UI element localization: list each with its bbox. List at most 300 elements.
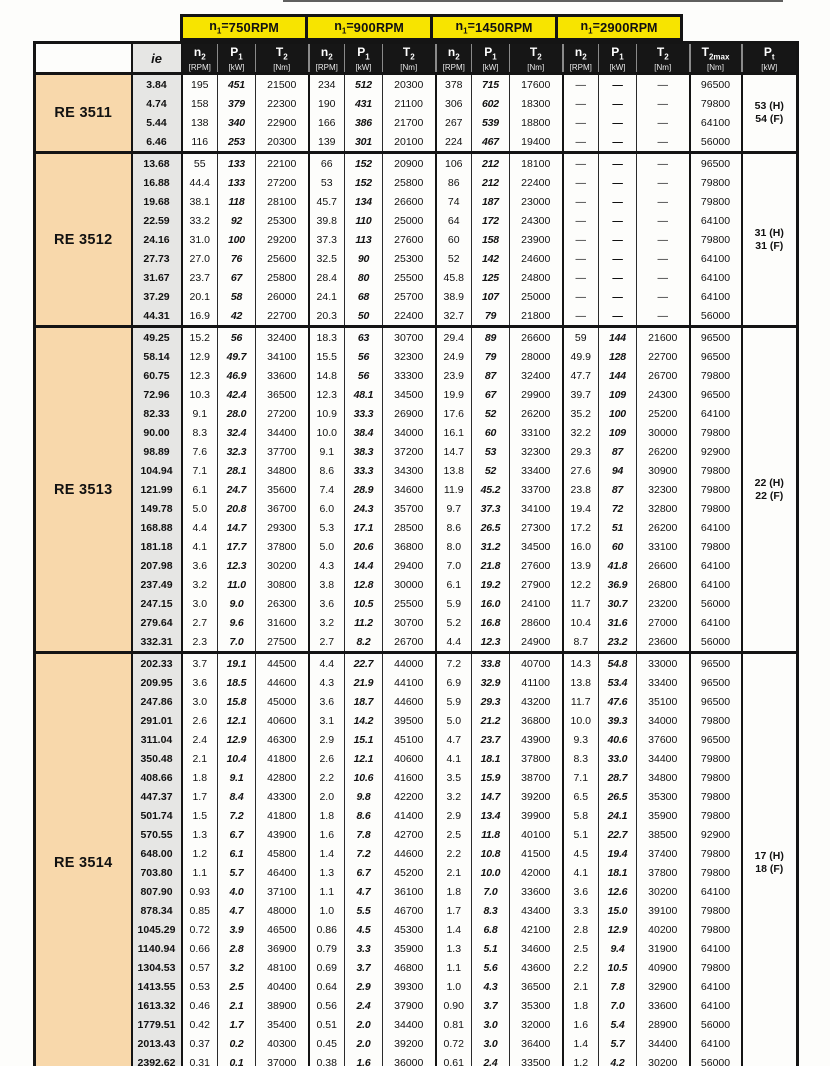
n2-cell: 23.7 [182, 268, 218, 287]
n2-cell: 10.9 [309, 404, 345, 423]
t2-cell: 33300 [383, 366, 436, 385]
t2-cell: 36700 [256, 499, 309, 518]
t2-cell: 32300 [510, 442, 563, 461]
p1-cell: 42.4 [218, 385, 256, 404]
p1-cell: 109 [599, 385, 637, 404]
p1-cell: 2.0 [345, 1015, 383, 1034]
p1-cell: 3.0 [472, 1034, 510, 1053]
ie-cell: 121.99 [132, 480, 182, 499]
t2-cell: 43900 [510, 730, 563, 749]
n2-cell: 52 [436, 249, 472, 268]
t2-cell: 41100 [510, 673, 563, 692]
t2-cell: 30800 [256, 575, 309, 594]
t2max-cell: 79800 [690, 749, 742, 768]
n2-cell: 19.9 [436, 385, 472, 404]
p1-cell: 133 [218, 173, 256, 192]
t2max-cell: 96500 [690, 673, 742, 692]
t2-cell: 26700 [383, 632, 436, 653]
p1-cell: 18.7 [345, 692, 383, 711]
t2-cell: 28900 [637, 1015, 690, 1034]
n2-cell: 3.6 [309, 594, 345, 613]
p1-cell: 4.7 [345, 882, 383, 901]
t2-cell: 37100 [256, 882, 309, 901]
t2-cell: 28600 [510, 613, 563, 632]
t2-cell: — [637, 192, 690, 211]
subheader-blank-model-cell [35, 43, 132, 74]
n2-cell: 3.6 [182, 556, 218, 575]
t2-cell: 40900 [637, 958, 690, 977]
p1-cell: 28.0 [218, 404, 256, 423]
n2-cell: 5.8 [563, 806, 599, 825]
n2-cell: 86 [436, 173, 472, 192]
t2-cell: — [637, 173, 690, 192]
t2-cell: 36500 [256, 385, 309, 404]
t2-cell: 34400 [383, 1015, 436, 1034]
n2-cell: 1.8 [563, 996, 599, 1015]
col-header-p1: $P_1$ [kW] [599, 43, 637, 74]
t2-cell: 42800 [256, 768, 309, 787]
t2-cell: 43400 [510, 901, 563, 920]
table-row [35, 211, 798, 230]
t2-cell: 37000 [256, 1053, 309, 1066]
n2-cell: 3.0 [182, 692, 218, 711]
t2max-cell: 79800 [690, 94, 742, 113]
n2-cell: 1.3 [436, 939, 472, 958]
t2max-cell: 64100 [690, 939, 742, 958]
col-header-t2max: $T_{2max}$ [Nm] [690, 43, 742, 74]
p1-cell: — [599, 132, 637, 153]
col-header-t2: $T_2$ [Nm] [256, 43, 309, 74]
n2-cell: 0.45 [309, 1034, 345, 1053]
ie-cell: 6.46 [132, 132, 182, 153]
p1-cell: — [599, 287, 637, 306]
p1-cell: 8.4 [218, 787, 256, 806]
ie-cell: 58.14 [132, 347, 182, 366]
table-row [35, 996, 798, 1015]
p1-cell: 28.7 [599, 768, 637, 787]
n2-cell: 7.2 [436, 653, 472, 674]
t2-cell: 31600 [256, 613, 309, 632]
n2-cell: 0.69 [309, 958, 345, 977]
n2-cell: 1.1 [436, 958, 472, 977]
table-row [35, 249, 798, 268]
t2-cell: 22100 [256, 153, 309, 174]
p1-cell: 8.2 [345, 632, 383, 653]
p1-cell: 5.1 [472, 939, 510, 958]
n2-cell: 16.1 [436, 423, 472, 442]
t2-cell: 22400 [383, 306, 436, 327]
p1-cell: 31.2 [472, 537, 510, 556]
p1-cell: 67 [472, 385, 510, 404]
table-row [35, 632, 798, 653]
t2max-cell: 96500 [690, 730, 742, 749]
t2-cell: 30000 [637, 423, 690, 442]
table-row [35, 768, 798, 787]
p1-cell: 16.0 [472, 594, 510, 613]
n2-cell: 1.5 [182, 806, 218, 825]
p1-cell: — [599, 230, 637, 249]
table-row [35, 613, 798, 632]
t2-cell: 30700 [383, 613, 436, 632]
p1-cell: 10.0 [472, 863, 510, 882]
t2-cell: 36900 [256, 939, 309, 958]
t2-cell: 24100 [510, 594, 563, 613]
p1-cell: 187 [472, 192, 510, 211]
n2-cell: 2.5 [436, 825, 472, 844]
table-row [35, 920, 798, 939]
t2max-cell: 96500 [690, 385, 742, 404]
ie-cell: 311.04 [132, 730, 182, 749]
p1-cell: 46.9 [218, 366, 256, 385]
p1-cell: 56 [345, 347, 383, 366]
p1-cell: 79 [472, 306, 510, 327]
t2max-cell: 79800 [690, 173, 742, 192]
t2max-cell: 79800 [690, 480, 742, 499]
table-row [35, 461, 798, 480]
n2-cell: — [563, 211, 599, 230]
n2-cell: 5.9 [436, 692, 472, 711]
n2-cell: 24.1 [309, 287, 345, 306]
n2-cell: 11.7 [563, 594, 599, 613]
p1-cell: 50 [345, 306, 383, 327]
n2-cell: 139 [309, 132, 345, 153]
pt-cell [742, 327, 798, 653]
p1-cell: 87 [599, 442, 637, 461]
t2-cell: 36800 [510, 711, 563, 730]
n2-cell: 27.0 [182, 249, 218, 268]
t2-cell: 39100 [637, 901, 690, 920]
n2-cell: 49.9 [563, 347, 599, 366]
t2-cell: 22700 [256, 306, 309, 327]
n2-cell: 9.1 [309, 442, 345, 461]
p1-cell: 6.7 [218, 825, 256, 844]
t2max-cell: 96500 [690, 653, 742, 674]
t2-cell: 41400 [383, 806, 436, 825]
table-row [35, 132, 798, 153]
t2-cell: 37700 [256, 442, 309, 461]
n2-cell: 16.0 [563, 537, 599, 556]
t2-cell: 37200 [383, 442, 436, 461]
p1-cell: 58 [218, 287, 256, 306]
n2-cell: — [563, 132, 599, 153]
t2-cell: 44500 [256, 653, 309, 674]
p1-cell: 28.1 [218, 461, 256, 480]
n2-cell: 2.1 [563, 977, 599, 996]
p1-cell: 12.8 [345, 575, 383, 594]
t2-cell: 43900 [256, 825, 309, 844]
n2-cell: 13.8 [436, 461, 472, 480]
n2-cell: 32.5 [309, 249, 345, 268]
t2-cell: 32400 [510, 366, 563, 385]
p1-cell: 22.7 [599, 825, 637, 844]
n2-cell: 0.42 [182, 1015, 218, 1034]
t2max-cell: 79800 [690, 423, 742, 442]
t2-cell: 25000 [383, 211, 436, 230]
p1-cell: — [599, 173, 637, 192]
t2-cell: 38500 [637, 825, 690, 844]
p1-cell: 7.0 [218, 632, 256, 653]
n2-cell: 1.4 [309, 844, 345, 863]
p1-cell: 110 [345, 211, 383, 230]
ie-cell: 279.64 [132, 613, 182, 632]
selection-table-wrap [33, 14, 799, 1066]
t2-cell: 39900 [510, 806, 563, 825]
table-row [35, 977, 798, 996]
t2-cell: 40600 [383, 749, 436, 768]
p1-cell: 6.8 [472, 920, 510, 939]
table-row [35, 556, 798, 575]
t2-cell: 35300 [637, 787, 690, 806]
p1-cell: 33.3 [345, 461, 383, 480]
ie-cell: 82.33 [132, 404, 182, 423]
t2-cell: — [637, 211, 690, 230]
table-row [35, 480, 798, 499]
p1-cell: 17.1 [345, 518, 383, 537]
n2-cell: 44.4 [182, 173, 218, 192]
table-row [35, 844, 798, 863]
p1-cell: 1.6 [345, 1053, 383, 1066]
t2-cell: 45300 [383, 920, 436, 939]
t2-cell: — [637, 230, 690, 249]
p1-cell: 7.2 [345, 844, 383, 863]
subheader-row [35, 43, 798, 74]
n2-cell: 19.4 [563, 499, 599, 518]
p1-cell: 92 [218, 211, 256, 230]
t2max-cell: 64100 [690, 211, 742, 230]
ie-cell: 98.89 [132, 442, 182, 461]
table-row [35, 863, 798, 882]
t2-cell: 36500 [510, 977, 563, 996]
n2-cell: 5.1 [563, 825, 599, 844]
n2-cell: — [563, 173, 599, 192]
n2-cell: 7.6 [182, 442, 218, 461]
n2-cell: 5.9 [436, 594, 472, 613]
p1-cell: 80 [345, 268, 383, 287]
speed-header-strip [33, 14, 799, 41]
n2-cell: 3.6 [563, 882, 599, 901]
n2-cell: 7.1 [563, 768, 599, 787]
n2-cell: 0.46 [182, 996, 218, 1015]
ie-cell: 237.49 [132, 575, 182, 594]
table-row [35, 901, 798, 920]
t2-cell: 41600 [383, 768, 436, 787]
n2-cell: 12.9 [182, 347, 218, 366]
p1-cell: 467 [472, 132, 510, 153]
p1-cell: 32.9 [472, 673, 510, 692]
p1-cell: 23.2 [599, 632, 637, 653]
p1-cell: 87 [472, 366, 510, 385]
n2-cell: 1.7 [436, 901, 472, 920]
col-header-t2: $T_2$ [Nm] [510, 43, 563, 74]
t2-cell: 38700 [510, 768, 563, 787]
t2-cell: 32300 [383, 347, 436, 366]
t2-cell: 36400 [510, 1034, 563, 1053]
table-row [35, 939, 798, 958]
t2max-cell: 56000 [690, 632, 742, 653]
n2-cell: 158 [182, 94, 218, 113]
n2-cell: 0.72 [182, 920, 218, 939]
n2-cell: 1.8 [309, 806, 345, 825]
p1-cell: 79 [472, 347, 510, 366]
n2-cell: 1.6 [563, 1015, 599, 1034]
n2-cell: 2.2 [563, 958, 599, 977]
p1-cell: — [599, 153, 637, 174]
n2-cell: — [563, 230, 599, 249]
p1-cell: 2.8 [218, 939, 256, 958]
p1-cell: 8.3 [472, 901, 510, 920]
p1-cell: 72 [599, 499, 637, 518]
speed-header-900rpm: $n_1=$ 900 RPM [305, 14, 433, 41]
n2-cell: 116 [182, 132, 218, 153]
t2-cell: 34000 [637, 711, 690, 730]
t2max-cell: 96500 [690, 692, 742, 711]
t2-cell: 37800 [256, 537, 309, 556]
t2-cell: 27200 [256, 173, 309, 192]
p1-cell: 60 [599, 537, 637, 556]
n2-cell: 35.2 [563, 404, 599, 423]
p1-cell: 133 [218, 153, 256, 174]
p1-cell: 253 [218, 132, 256, 153]
p1-cell: 12.3 [218, 556, 256, 575]
n2-cell: 10.4 [563, 613, 599, 632]
pt-value-line: 31 (F) [755, 239, 784, 252]
p1-cell: 53 [472, 442, 510, 461]
t2-cell: 35700 [383, 499, 436, 518]
p1-cell: 38.4 [345, 423, 383, 442]
p1-cell: 15.9 [472, 768, 510, 787]
n2-cell: 15.2 [182, 327, 218, 348]
p1-cell: 152 [345, 173, 383, 192]
p1-cell: — [599, 74, 637, 95]
t2-cell: 35900 [637, 806, 690, 825]
p1-cell: 4.3 [472, 977, 510, 996]
p1-cell: 3.0 [472, 1015, 510, 1034]
ie-cell: 181.18 [132, 537, 182, 556]
t2-cell: 39200 [383, 1034, 436, 1053]
p1-cell: 9.1 [218, 768, 256, 787]
n2-cell: 8.0 [436, 537, 472, 556]
n2-cell: 0.86 [309, 920, 345, 939]
t2-cell: 40200 [637, 920, 690, 939]
p1-cell: 386 [345, 113, 383, 132]
p1-cell: 100 [218, 230, 256, 249]
n2-cell: 27.6 [563, 461, 599, 480]
col-header-n2: $n_2$ [RPM] [182, 43, 218, 74]
t2-cell: 44100 [383, 673, 436, 692]
table-row [35, 287, 798, 306]
p1-cell: 3.7 [472, 996, 510, 1015]
ie-cell: 31.67 [132, 268, 182, 287]
t2-cell: 34000 [383, 423, 436, 442]
p1-cell: 7.0 [472, 882, 510, 901]
n2-cell: 6.1 [182, 480, 218, 499]
t2max-cell: 79800 [690, 537, 742, 556]
n2-cell: 10.3 [182, 385, 218, 404]
table-row [35, 423, 798, 442]
t2max-cell: 64100 [690, 287, 742, 306]
p1-cell: 23.7 [472, 730, 510, 749]
t2-cell: 48000 [256, 901, 309, 920]
ie-cell: 72.96 [132, 385, 182, 404]
n2-cell: 224 [436, 132, 472, 153]
p1-cell: 2.9 [345, 977, 383, 996]
p1-cell: 9.6 [218, 613, 256, 632]
t2-cell: 34600 [383, 480, 436, 499]
p1-cell: 3.9 [218, 920, 256, 939]
p1-cell: 89 [472, 327, 510, 348]
t2-cell: 26200 [510, 404, 563, 423]
t2-cell: — [637, 306, 690, 327]
p1-cell: 0.1 [218, 1053, 256, 1066]
p1-cell: 37.3 [472, 499, 510, 518]
t2max-cell: 79800 [690, 844, 742, 863]
n2-cell: 9.3 [563, 730, 599, 749]
t2max-cell: 79800 [690, 230, 742, 249]
n2-cell: — [563, 94, 599, 113]
t2-cell: 34400 [637, 1034, 690, 1053]
table-row [35, 653, 798, 674]
t2max-cell: 64100 [690, 575, 742, 594]
p1-cell: 18.1 [472, 749, 510, 768]
ie-cell: 408.66 [132, 768, 182, 787]
t2-cell: 23000 [510, 192, 563, 211]
n2-cell: 0.90 [436, 996, 472, 1015]
t2-cell: 24600 [510, 249, 563, 268]
t2-cell: 26200 [637, 518, 690, 537]
t2-cell: 30200 [256, 556, 309, 575]
n2-cell: 2.8 [563, 920, 599, 939]
table-row [35, 594, 798, 613]
p1-cell: 4.7 [218, 901, 256, 920]
p1-cell: 10.8 [472, 844, 510, 863]
ie-cell: 209.95 [132, 673, 182, 692]
t2-cell: 26600 [637, 556, 690, 575]
t2max-cell: 79800 [690, 901, 742, 920]
t2-cell: 42000 [510, 863, 563, 882]
n2-cell: 1.2 [563, 1053, 599, 1066]
p1-cell: 10.6 [345, 768, 383, 787]
p1-cell: 41.8 [599, 556, 637, 575]
p1-cell: 18.5 [218, 673, 256, 692]
table-row [35, 958, 798, 977]
ie-cell: 807.90 [132, 882, 182, 901]
p1-cell: 14.2 [345, 711, 383, 730]
n2-cell: 23.8 [563, 480, 599, 499]
t2-cell: 37400 [637, 844, 690, 863]
n2-cell: 306 [436, 94, 472, 113]
t2-cell: 26600 [510, 327, 563, 348]
p1-cell: 11.0 [218, 575, 256, 594]
p1-cell: 52 [472, 461, 510, 480]
n2-cell: 13.9 [563, 556, 599, 575]
ie-cell: 1304.53 [132, 958, 182, 977]
ie-cell: 4.74 [132, 94, 182, 113]
t2max-cell: 79800 [690, 787, 742, 806]
table-row [35, 404, 798, 423]
p1-cell: 7.8 [345, 825, 383, 844]
p1-cell: 5.7 [218, 863, 256, 882]
n2-cell: 3.7 [182, 653, 218, 674]
p1-cell: 21.8 [472, 556, 510, 575]
p1-cell: 6.1 [218, 844, 256, 863]
n2-cell: 17.6 [436, 404, 472, 423]
p1-cell: 1.7 [218, 1015, 256, 1034]
ie-cell: 90.00 [132, 423, 182, 442]
t2-cell: 45800 [256, 844, 309, 863]
t2-cell: 38900 [256, 996, 309, 1015]
p1-cell: 31.6 [599, 613, 637, 632]
t2-cell: 20300 [383, 74, 436, 95]
